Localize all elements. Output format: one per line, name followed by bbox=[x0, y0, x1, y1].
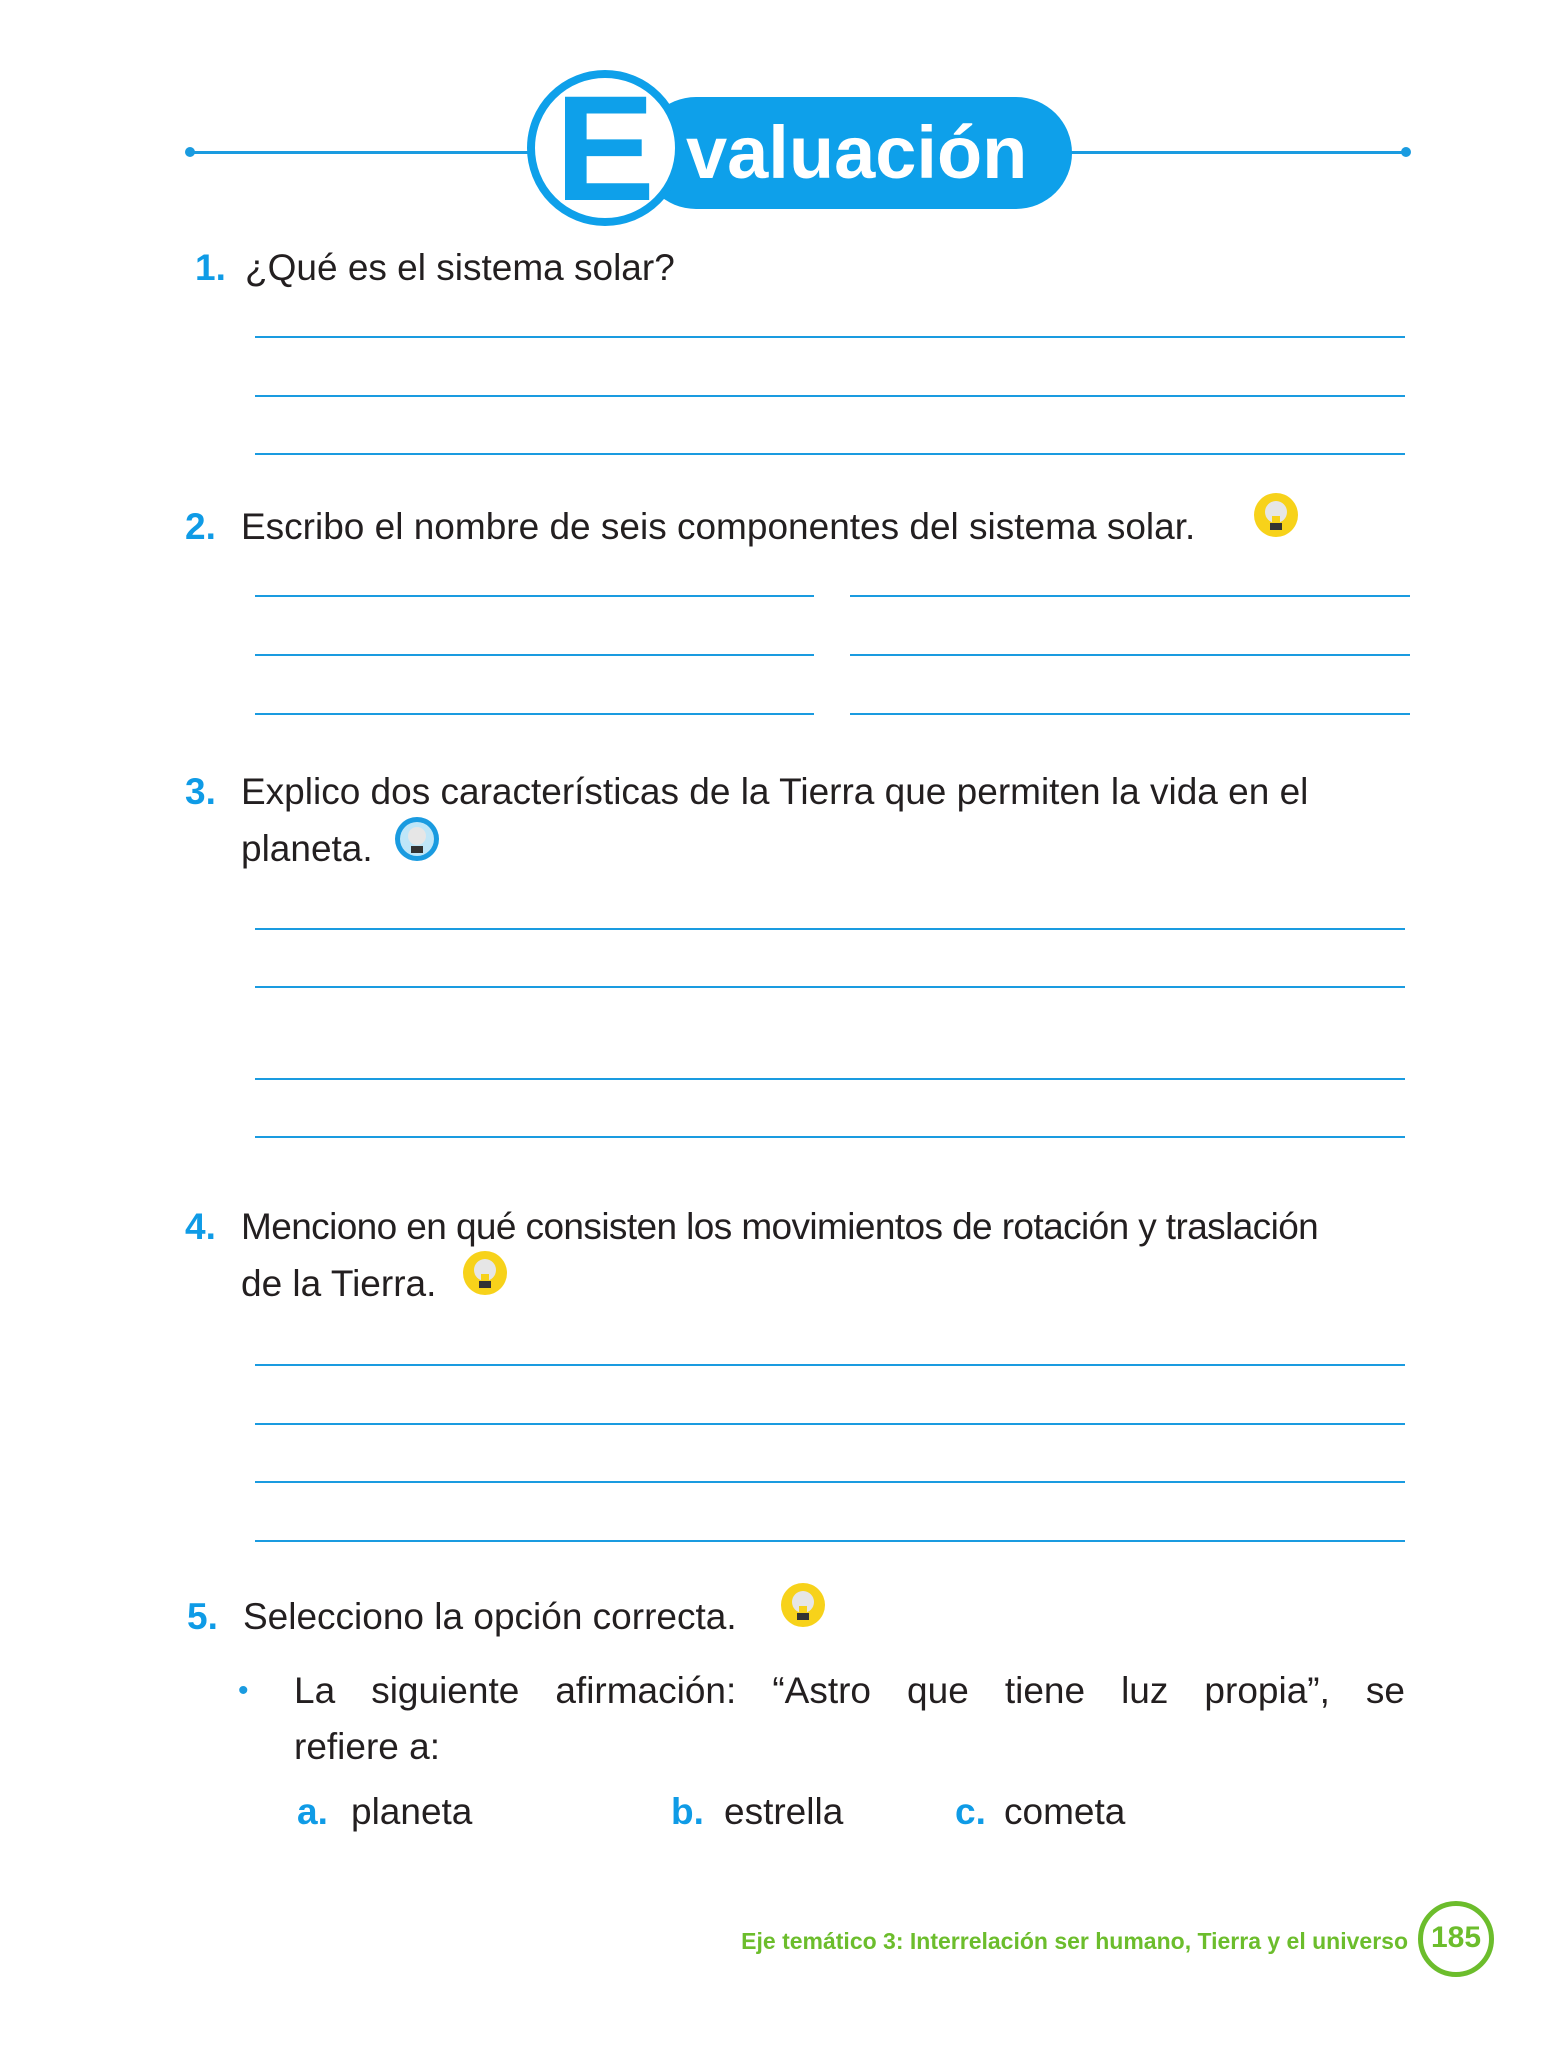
answer-line[interactable] bbox=[255, 595, 814, 597]
answer-line[interactable] bbox=[255, 1481, 1405, 1483]
question-4-text: Menciono en qué consisten los movimientos de rotación y traslación bbox=[241, 1206, 1319, 1247]
footer-theme: Eje temático 3: Interrelación ser humano, Tierra y el universo bbox=[741, 1928, 1408, 1954]
question-5-number: 5. bbox=[187, 1596, 218, 1637]
answer-line[interactable] bbox=[255, 1078, 1405, 1080]
option-a[interactable]: planeta bbox=[351, 1791, 473, 1832]
question-5-statement: La siguiente afirmación: “Astro que tiene luz propia”, se bbox=[294, 1670, 1405, 1711]
answer-line[interactable] bbox=[255, 1364, 1405, 1366]
option-c[interactable]: cometa bbox=[1004, 1791, 1126, 1832]
question-3-number: 3. bbox=[185, 771, 216, 812]
question-5-text: Selecciono la opción correcta. bbox=[243, 1596, 737, 1637]
answer-line[interactable] bbox=[850, 713, 1410, 715]
answer-line[interactable] bbox=[850, 654, 1410, 656]
answer-line[interactable] bbox=[255, 928, 1405, 930]
lightbulb-icon bbox=[462, 1250, 508, 1296]
bullet: • bbox=[238, 1674, 249, 1707]
lightbulb-icon bbox=[1253, 492, 1299, 538]
answer-line[interactable] bbox=[255, 986, 1405, 988]
question-4-number: 4. bbox=[185, 1206, 216, 1247]
answer-line[interactable] bbox=[255, 1423, 1405, 1425]
title-initial: E bbox=[554, 64, 656, 232]
question-4-text-cont: de la Tierra. bbox=[241, 1263, 437, 1304]
question-1-text: ¿Qué es el sistema solar? bbox=[245, 247, 675, 288]
question-2-text: Escribo el nombre de seis componentes del sistema solar. bbox=[241, 506, 1196, 547]
question-5-statement-cont: refiere a: bbox=[294, 1726, 441, 1767]
question-2-number: 2. bbox=[185, 506, 216, 547]
option-b[interactable]: estrella bbox=[724, 1791, 844, 1832]
question-1-number: 1. bbox=[195, 247, 226, 288]
lightbulb-icon bbox=[394, 816, 440, 862]
answer-line[interactable] bbox=[255, 336, 1405, 338]
option-b-letter: b. bbox=[671, 1791, 704, 1832]
answer-line[interactable] bbox=[255, 395, 1405, 397]
question-3-text: Explico dos características de la Tierra que permiten la vida en el bbox=[241, 771, 1309, 812]
answer-line[interactable] bbox=[255, 1136, 1405, 1138]
page-title: valuación bbox=[686, 111, 1028, 194]
option-a-letter: a. bbox=[297, 1791, 328, 1832]
question-3-text-cont: planeta. bbox=[241, 828, 373, 869]
page-number: 185 bbox=[1418, 1901, 1494, 1977]
answer-line[interactable] bbox=[850, 595, 1410, 597]
answer-line[interactable] bbox=[255, 453, 1405, 455]
option-c-letter: c. bbox=[955, 1791, 986, 1832]
answer-line[interactable] bbox=[255, 654, 814, 656]
lightbulb-icon bbox=[780, 1582, 826, 1628]
answer-line[interactable] bbox=[255, 1540, 1405, 1542]
header-line-end-right bbox=[1401, 147, 1411, 157]
answer-line[interactable] bbox=[255, 713, 814, 715]
